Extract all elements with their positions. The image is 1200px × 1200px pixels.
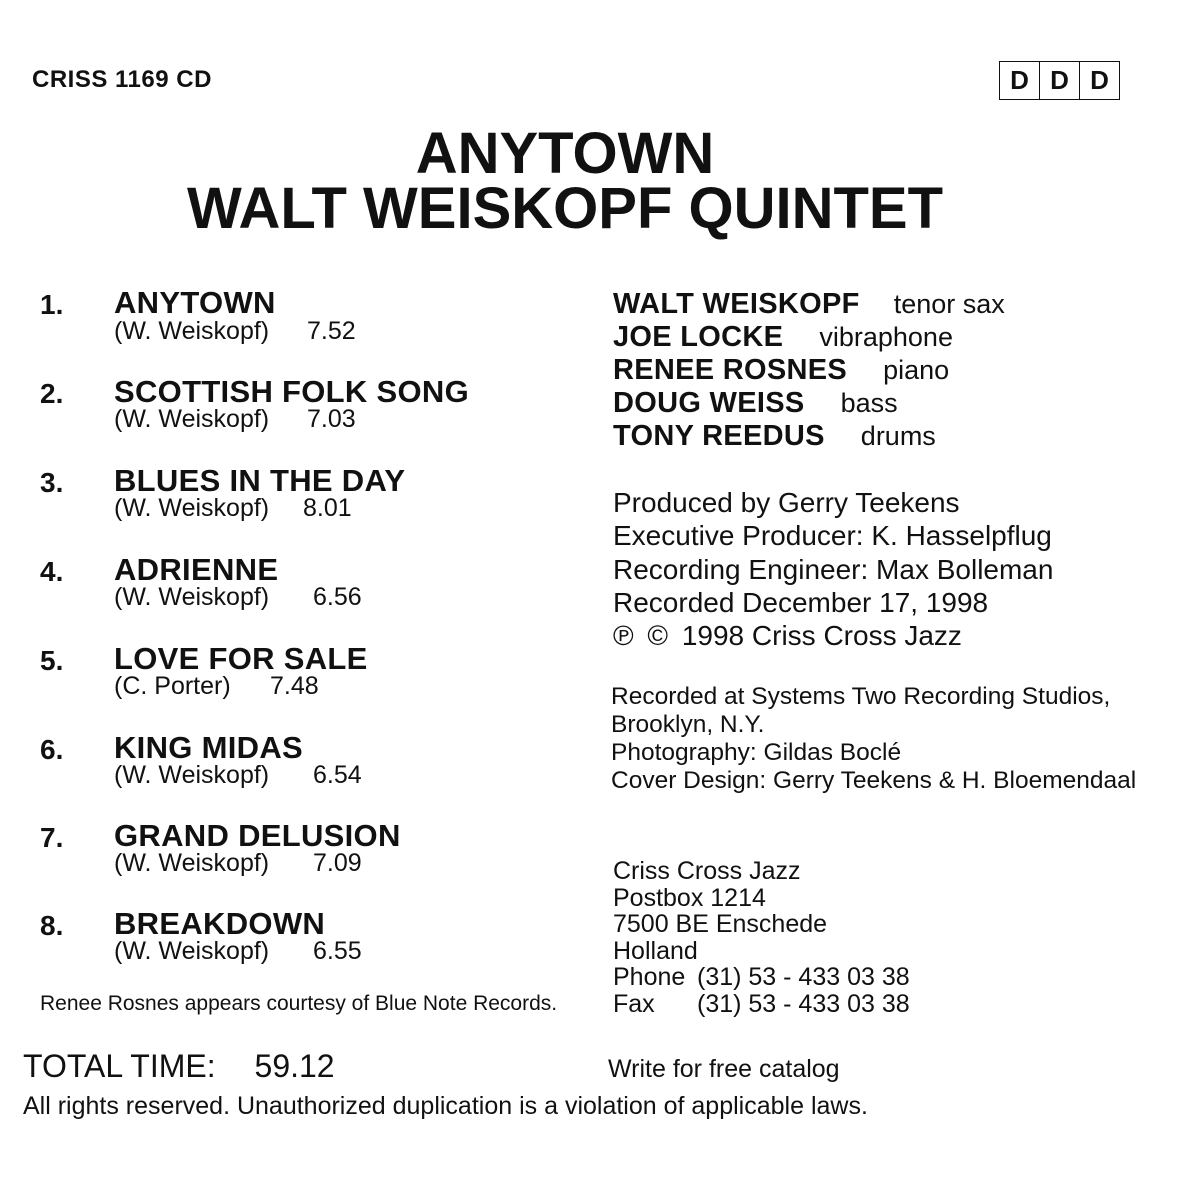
track-composer: (C. Porter) [114, 672, 231, 700]
track-composer: (W. Weiskopf) [114, 494, 270, 522]
track-title: LOVE FOR SALE [114, 641, 368, 676]
musician-instrument: vibraphone [819, 322, 953, 352]
track-time: 6.54 [313, 761, 362, 789]
album-title: ANYTOWN [415, 121, 715, 186]
recorded-date: Recorded December 17, 1998 [613, 587, 989, 618]
phone-label: Phone [613, 963, 686, 991]
track-number: 6. [40, 734, 64, 765]
track-time: 7.03 [307, 405, 356, 433]
copyright-line [613, 620, 962, 652]
musician-name: DOUG WEISS [613, 387, 805, 419]
company-name: Criss Cross Jazz [613, 857, 801, 885]
track-composer: (W. Weiskopf) [114, 761, 270, 789]
track-number: 4. [40, 556, 64, 587]
fax-number: (31) 53 - 433 03 38 [697, 990, 910, 1018]
executive-producer: Executive Producer: K. Hasselpflug [613, 520, 1052, 551]
courtesy-note: Renee Rosnes appears courtesy of Blue Note Records. [40, 992, 558, 1015]
track-time: 7.09 [313, 849, 362, 877]
musician-instrument: bass [840, 388, 898, 418]
track-number: 8. [40, 910, 64, 941]
track-number: 2. [40, 378, 64, 409]
track-composer: (W. Weiskopf) [114, 937, 270, 965]
track-time: 6.56 [313, 583, 362, 611]
spars-code-letter: D [1040, 62, 1080, 99]
city: 7500 BE Enschede [613, 910, 828, 938]
track-time: 6.55 [313, 937, 362, 965]
total-time [23, 1048, 335, 1085]
total-time-value: 59.12 [254, 1048, 335, 1084]
track-title: BREAKDOWN [114, 906, 326, 941]
track-time: 8.01 [303, 494, 352, 522]
track-composer: (W. Weiskopf) [114, 317, 270, 345]
musician-name: RENEE ROSNES [613, 354, 848, 386]
musician-row [613, 420, 936, 453]
musician-row [613, 321, 953, 354]
track-composer: (W. Weiskopf) [114, 583, 270, 611]
spars-code-letter: D [1000, 62, 1040, 99]
track-composer: (W. Weiskopf) [114, 849, 270, 877]
track-time: 7.52 [307, 317, 356, 345]
track-title: GRAND DELUSION [114, 818, 401, 853]
rights-notice: All rights reserved. Unauthorized duplication is a violation of applicable laws. [23, 1092, 868, 1120]
musician-row [613, 387, 898, 420]
musician-name: TONY REEDUS [613, 420, 825, 452]
spars-code-box [999, 61, 1120, 100]
catalog-number: CRISS 1169 CD [32, 66, 212, 93]
track-title: ADRIENNE [114, 552, 279, 587]
copyright-text: 1998 Criss Cross Jazz [681, 620, 962, 651]
studio-line: Recorded at Systems Two Recording Studios, [611, 683, 1111, 710]
track-number: 1. [40, 289, 64, 320]
track-composer: (W. Weiskopf) [114, 405, 270, 433]
track-number: 7. [40, 822, 64, 853]
musician-instrument: drums [860, 421, 936, 451]
fax-line [613, 990, 943, 1019]
spars-code-letter: D [1090, 65, 1109, 95]
musician-row [613, 288, 1005, 321]
musician-name: WALT WEISKOPF [613, 288, 860, 320]
cover-design-credit: Cover Design: Gerry Teekens & H. Bloemendaal [611, 767, 1137, 794]
phone-number: (31) 53 - 433 03 38 [697, 963, 910, 991]
track-title: ANYTOWN [114, 285, 276, 320]
track-title: KING MIDAS [114, 730, 303, 765]
musician-name: JOE LOCKE [613, 321, 784, 353]
musician-instrument: tenor sax [893, 289, 1005, 319]
musician-row [613, 354, 949, 387]
total-time-label: TOTAL TIME: [23, 1048, 216, 1084]
track-number: 3. [40, 467, 64, 498]
free-catalog-note: Write for free catalog [608, 1055, 840, 1083]
track-number: 5. [40, 645, 64, 676]
produced-by: Produced by Gerry Teekens [613, 487, 960, 518]
track-time: 7.48 [270, 672, 319, 700]
musician-instrument: piano [883, 355, 950, 385]
postbox: Postbox 1214 [613, 884, 766, 912]
photography-credit: Photography: Gildas Boclé [611, 739, 902, 766]
country: Holland [613, 937, 698, 965]
track-title: BLUES IN THE DAY [114, 463, 406, 498]
phone-line [613, 963, 943, 992]
artist-title: WALT WEISKOPF QUINTET [186, 176, 944, 241]
track-title: SCOTTISH FOLK SONG [114, 374, 470, 409]
recording-engineer: Recording Engineer: Max Bolleman [613, 554, 1054, 585]
fax-label: Fax [613, 990, 655, 1018]
studio-location: Brooklyn, N.Y. [611, 711, 765, 738]
phonogram-icon: ℗ [613, 620, 634, 651]
copyright-icon: © [647, 620, 669, 651]
